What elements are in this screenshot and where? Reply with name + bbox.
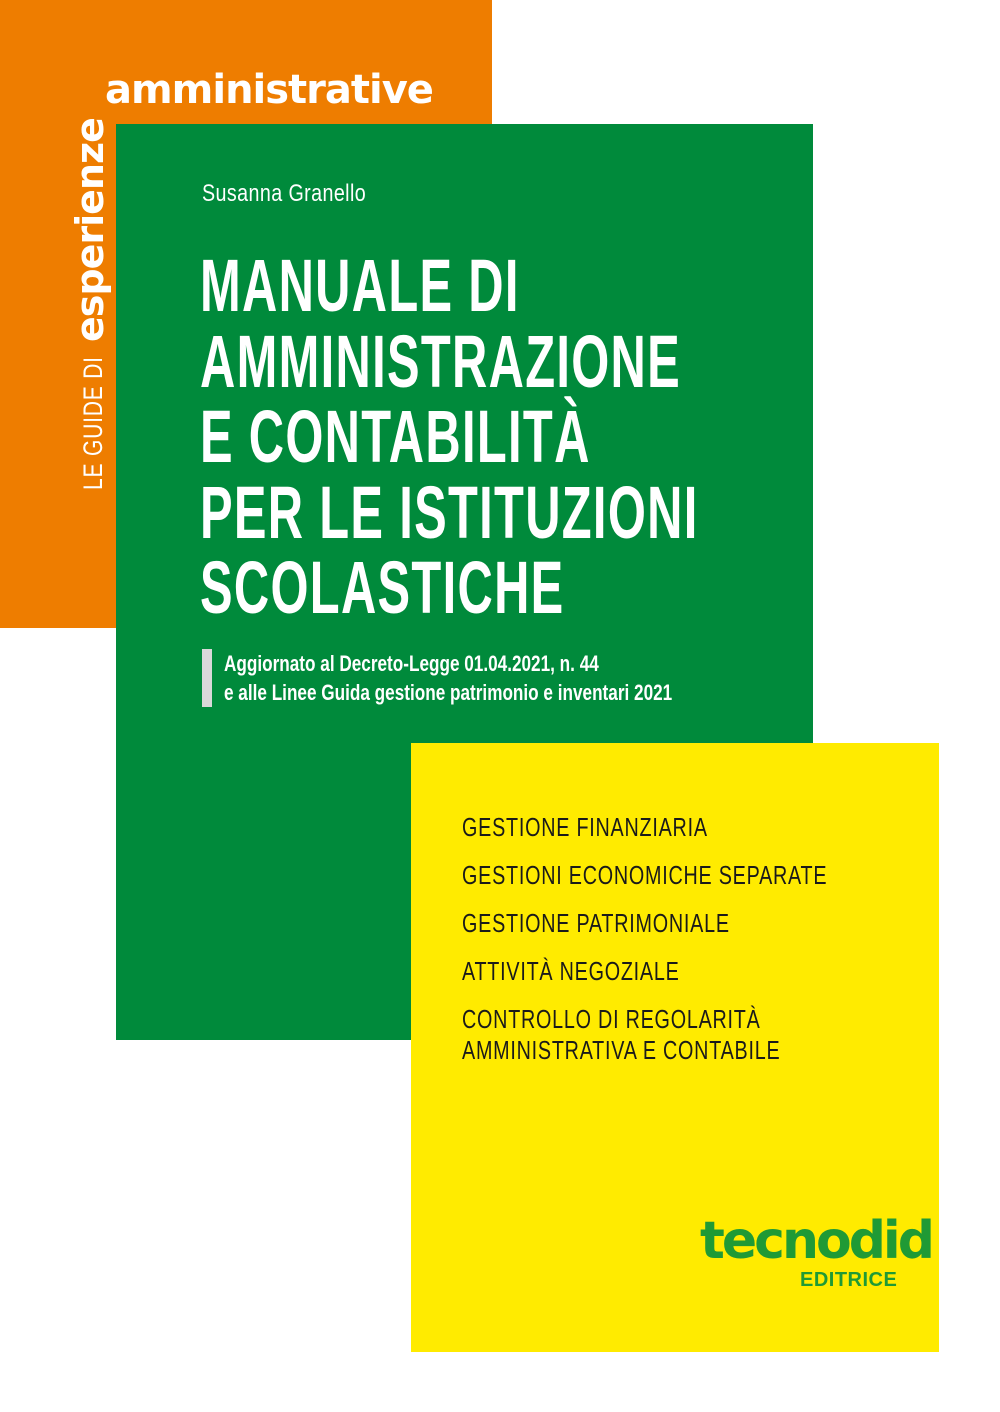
- topic-item: GESTIONE PATRIMONIALE: [462, 908, 730, 938]
- title-line: PER LE ISTITUZIONI: [200, 470, 699, 554]
- title-line: MANUALE DI: [200, 244, 520, 327]
- book-title: [200, 244, 699, 629]
- title-line: SCOLASTICHE: [200, 546, 565, 629]
- topic-item: GESTIONE FINANZIARIA: [462, 812, 708, 842]
- topics-list: [462, 812, 827, 1066]
- subtitle-line: Aggiornato al Decreto-Legge 01.04.2021, n. 44: [224, 651, 599, 676]
- publisher-logo: [700, 1211, 932, 1291]
- series-word-esperienze: esperienze: [68, 118, 112, 342]
- subtitle-line: e alle Linee Guida gestione patrimonio e inventari 2021: [224, 680, 673, 705]
- topic-item: GESTIONI ECONOMICHE SEPARATE: [462, 860, 828, 890]
- series-word-amministrative: amministrative: [105, 67, 433, 113]
- title-line: AMMINISTRAZIONE: [200, 319, 682, 403]
- publisher-subtitle: EDITRICE: [800, 1269, 898, 1291]
- title-line: E CONTABILITÀ: [200, 395, 591, 478]
- publisher-name: tecnodid: [700, 1211, 932, 1271]
- series-prefix: LE GUIDE DI: [78, 356, 108, 490]
- topic-item: AMMINISTRATIVA E CONTABILE: [462, 1035, 781, 1065]
- series-label-vertical: [70, 118, 110, 498]
- subtitle-divider: [202, 649, 212, 707]
- topic-item: ATTIVITÀ NEGOZIALE: [462, 956, 680, 986]
- topic-item: CONTROLLO DI REGOLARITÀ: [462, 1004, 761, 1034]
- author-name: Susanna Granello: [202, 180, 367, 207]
